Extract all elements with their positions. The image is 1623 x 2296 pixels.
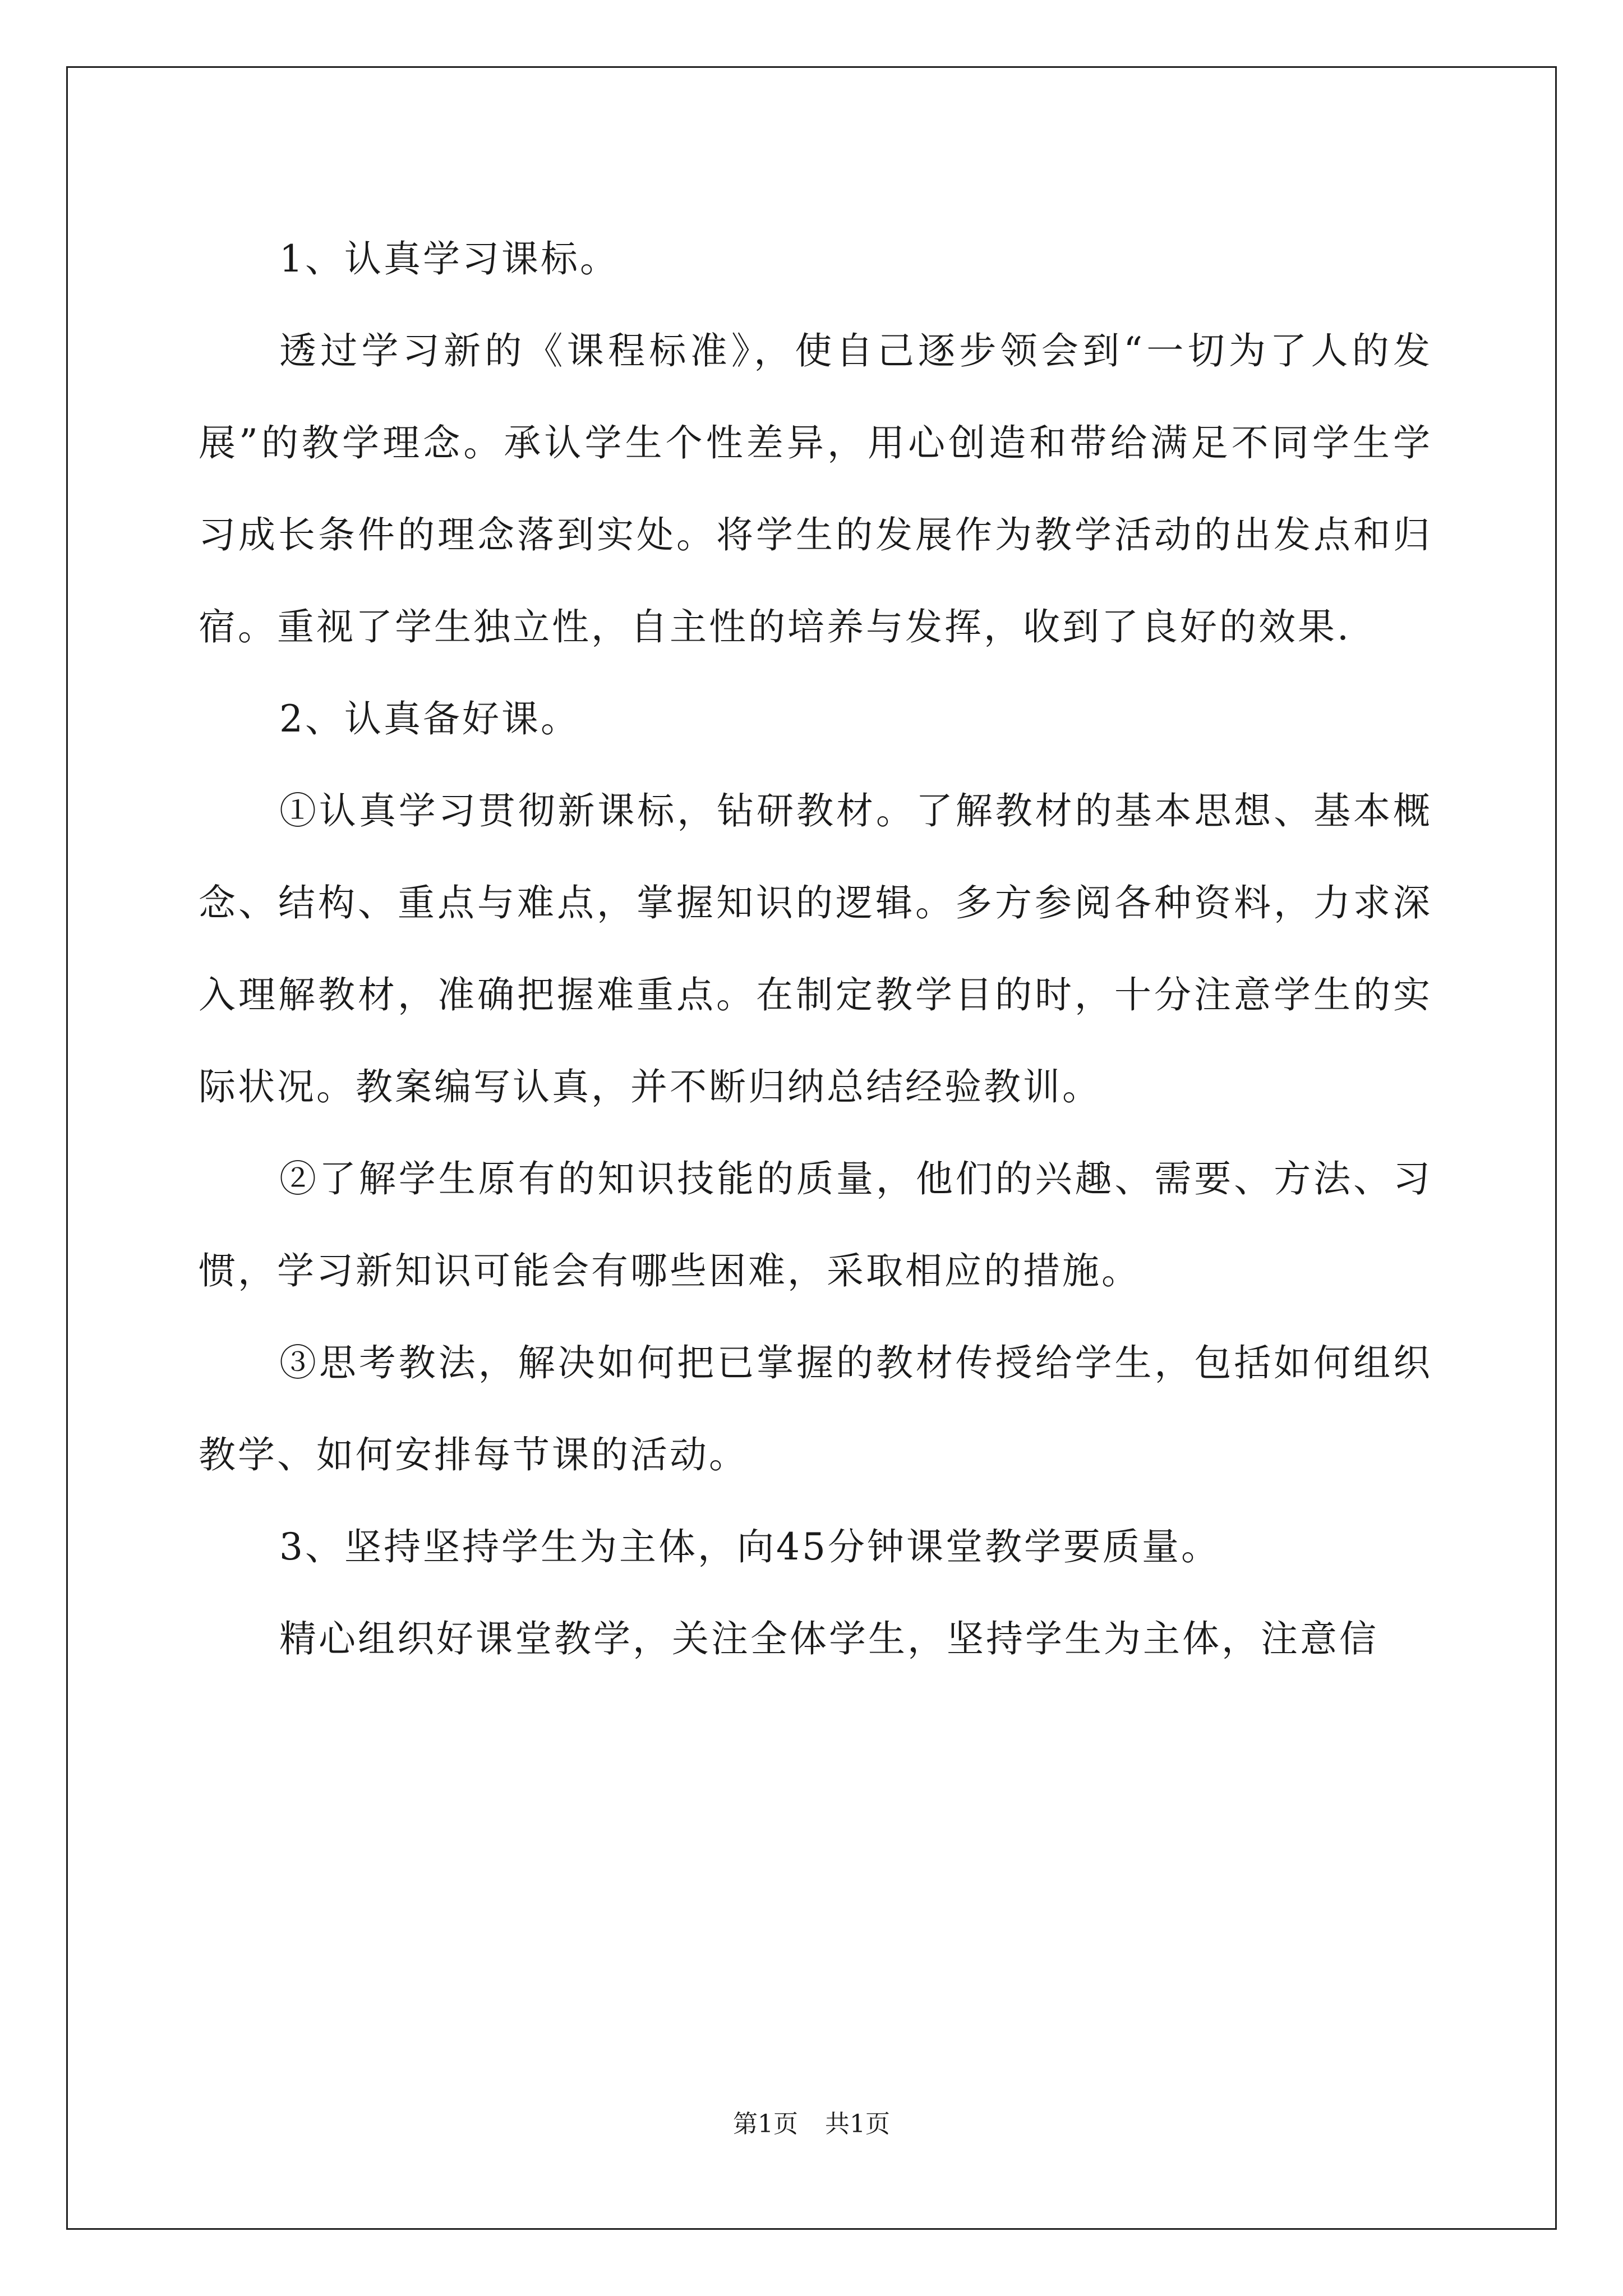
paragraph-heading-2: 2、认真备好课。 [279,697,580,740]
page-number: 第1页 [733,2110,798,2138]
page-footer [0,2104,1623,2139]
paragraph-heading-1: 1、认真学习课标。 [279,237,619,280]
paragraph: ①认真学习贯彻新课标，钻研教材。了解教材的基本思想、基本概念、结构、重点与难点，掌握知识的逻辑。多方参阅各种资料，力求深入理解教材，准确把握难重点。在制定教学目的时，十分注意学生的实际状况。教案编写认真，并不断归纳总结经验教训。 [199,789,1432,1108]
document-body [199,213,1432,1685]
page-total: 共1页 [825,2110,890,2138]
paragraph-heading-3: 3、坚持坚持学生为主体，向45分钟课堂教学要质量。 [279,1525,1220,1568]
paragraph: 透过学习新的《课程标准》，使自己逐步领会到“一切为了人的发展”的教学理念。承认学生个性差异，用心创造和带给满足不同学生学习成长条件的理念落到实处。将学生的发展作为教学活动的出发点和归宿。重视了学生独立性，自主性的培养与发挥，收到了良好的效果. [199,329,1432,648]
paragraph: ③思考教法，解决如何把已掌握的教材传授给学生，包括如何组织教学、如何安排每节课的活动。 [199,1341,1432,1476]
paragraph: ②了解学生原有的知识技能的质量，他们的兴趣、需要、方法、习惯，学习新知识可能会有哪些困难，采取相应的措施。 [199,1157,1432,1292]
paragraph: 精心组织好课堂教学，关注全体学生，坚持学生为主体，注意信 [279,1617,1378,1660]
